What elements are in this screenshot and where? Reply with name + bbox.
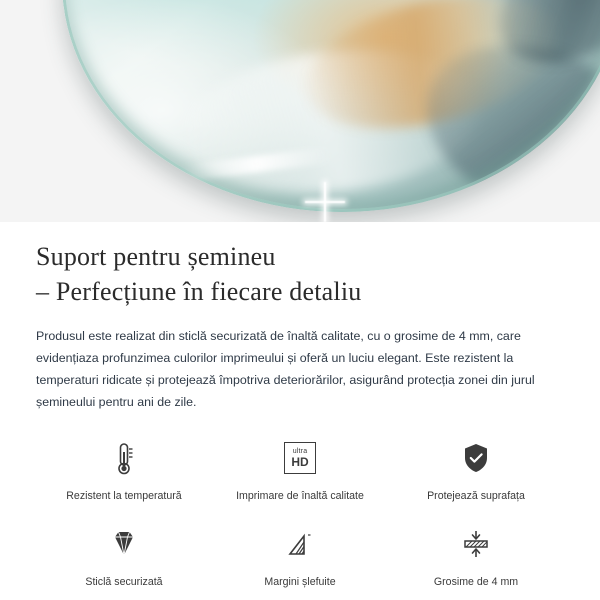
feature-item-polished-edges <box>212 521 388 589</box>
thermometer-icon <box>101 435 147 481</box>
polished-edges-icon <box>277 521 323 567</box>
feature-item-surface-protection <box>388 435 564 503</box>
headline-line-1: Suport pentru șemineu <box>36 242 276 271</box>
hero-image <box>0 0 600 222</box>
feature-label: Sticlă securizată <box>85 576 163 589</box>
content-area <box>0 222 600 589</box>
ultra-hd-bottom-label: HD <box>291 455 309 470</box>
feature-grid <box>36 435 564 588</box>
thickness-icon <box>453 521 499 567</box>
headline-line-2: – Perfecțiune în fiecare detaliu <box>36 276 362 306</box>
feature-label: Rezistent la temperatură <box>66 490 182 503</box>
feature-item-tempered-glass <box>36 521 212 589</box>
feature-item-print-quality <box>212 435 388 503</box>
shield-check-icon <box>453 435 499 481</box>
diamond-icon <box>101 521 147 567</box>
feature-label: Margini șlefuite <box>264 576 336 589</box>
description-paragraph: Produsul este realizat din sticlă securizată de înaltă calitate, cu o grosime de 4 mm, care evidențiaza profunzimea culorilor imprimeului și oferă un luciu elegant. Este rezistent la temperaturi ridicate și protejează împotriva deteriorărilor, asigurând protecția zonei din jurul șemineului pentru ani de zile. <box>36 329 535 410</box>
feature-item-temperature <box>36 435 212 503</box>
ultra-hd-icon <box>277 435 323 481</box>
feature-label: Protejează suprafața <box>427 490 525 503</box>
feature-label: Grosime de 4 mm <box>433 576 519 589</box>
feature-item-thickness <box>388 521 564 589</box>
ultra-hd-top-label: ultra <box>292 448 308 456</box>
page-title <box>36 240 564 309</box>
feature-label: Imprimare de înaltă calitate <box>236 490 364 503</box>
